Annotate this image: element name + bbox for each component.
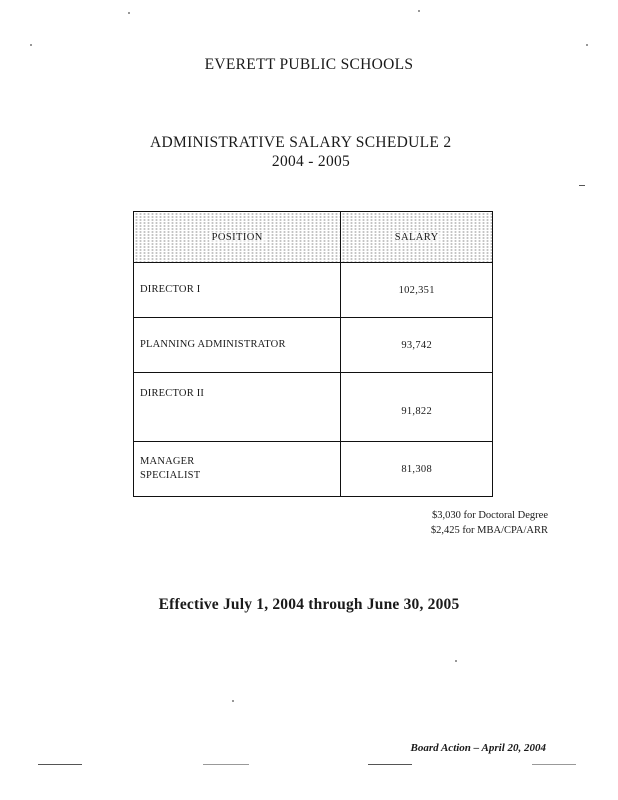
column-header-salary: SALARY bbox=[341, 212, 493, 263]
position-cell: DIRECTOR I bbox=[134, 263, 341, 318]
scan-artifact bbox=[203, 764, 249, 765]
scan-speck bbox=[586, 44, 588, 46]
salary-cell: 102,351 bbox=[341, 263, 493, 318]
effective-dates: Effective July 1, 2004 through June 30, 2005 bbox=[158, 596, 460, 613]
column-header-position: POSITION bbox=[134, 212, 341, 263]
table-row bbox=[134, 373, 493, 442]
school-year: 2004 - 2005 bbox=[271, 153, 351, 170]
scan-speck bbox=[232, 700, 234, 702]
salary-table bbox=[133, 211, 493, 497]
position-line: MANAGER bbox=[140, 456, 195, 467]
position-cell: PLANNING ADMINISTRATOR bbox=[134, 318, 341, 373]
position-cell bbox=[134, 442, 341, 497]
scan-artifact bbox=[532, 764, 576, 765]
salary-notes bbox=[431, 508, 548, 538]
table-row bbox=[134, 442, 493, 497]
scan-speck bbox=[30, 44, 32, 46]
salary-cell: 81,308 bbox=[341, 442, 493, 497]
board-action: Board Action – April 20, 2004 bbox=[410, 742, 546, 754]
scan-artifact bbox=[368, 764, 412, 765]
salary-cell: 93,742 bbox=[341, 318, 493, 373]
table-row bbox=[134, 263, 493, 318]
doctoral-note: $3,030 for Doctoral Degree bbox=[431, 510, 548, 521]
table-header-row bbox=[134, 212, 493, 263]
mba-note: $2,425 for MBA/CPA/ARR bbox=[430, 525, 548, 536]
scan-artifact bbox=[579, 185, 585, 186]
position-cell: DIRECTOR II bbox=[134, 373, 341, 442]
scan-artifact bbox=[38, 764, 82, 765]
position-line: SPECIALIST bbox=[140, 470, 201, 481]
scan-speck bbox=[418, 10, 420, 12]
scan-speck bbox=[128, 12, 130, 14]
district-name: EVERETT PUBLIC SCHOOLS bbox=[204, 56, 414, 73]
scan-speck bbox=[455, 660, 457, 662]
schedule-title: ADMINISTRATIVE SALARY SCHEDULE 2 bbox=[150, 134, 452, 151]
table-row bbox=[134, 318, 493, 373]
salary-cell: 91,822 bbox=[341, 373, 493, 442]
